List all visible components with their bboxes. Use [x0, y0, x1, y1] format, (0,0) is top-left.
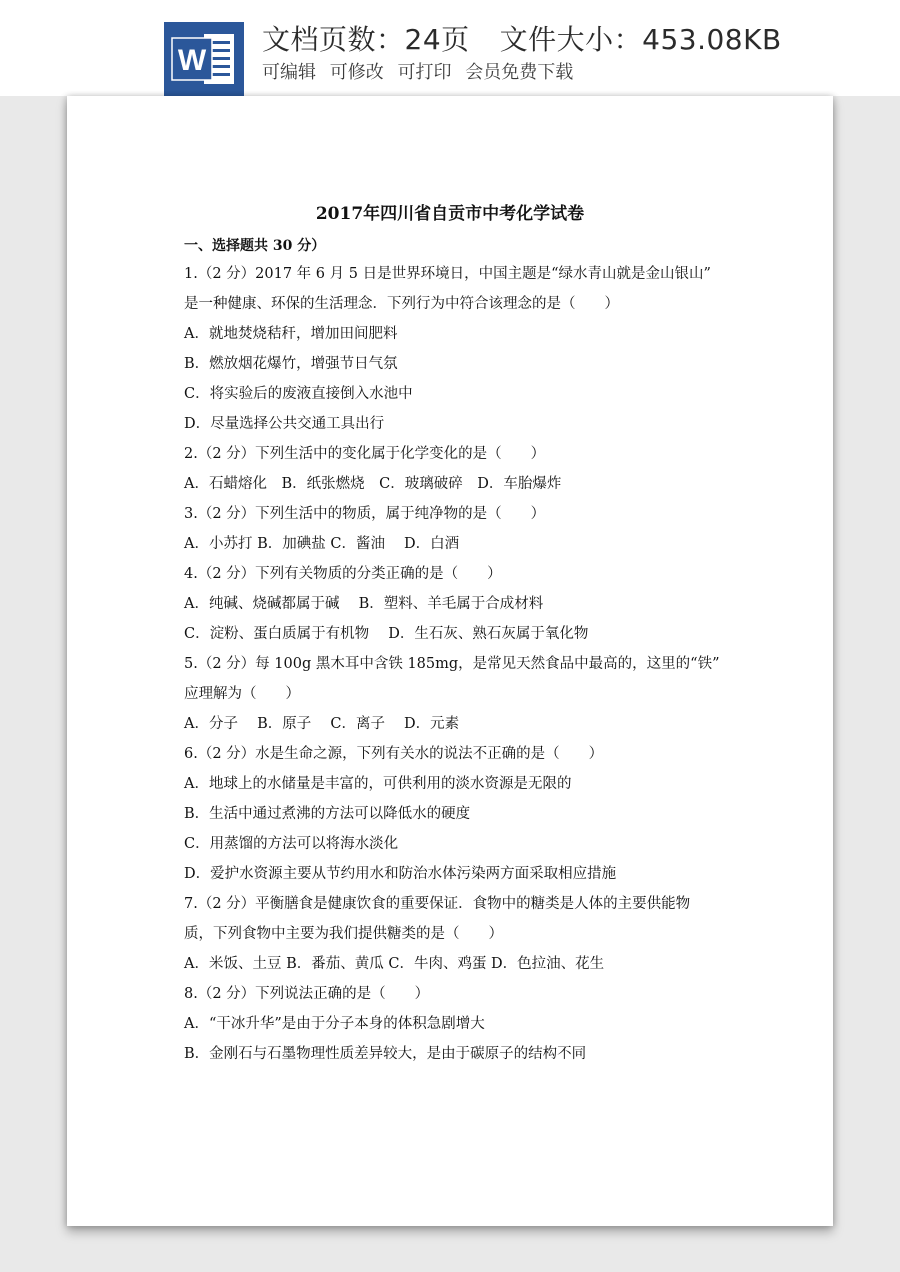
question-line: A．米饭、土豆 B．番茄、黄瓜 C．牛肉、鸡蛋 D．色拉油、花生	[184, 956, 605, 972]
question-line: C．将实验后的废液直接倒入水池中	[184, 386, 413, 402]
svg-text:W: W	[177, 44, 207, 77]
question-line: A．地球上的水储量是丰富的，可供利用的淡水资源是无限的	[184, 776, 572, 792]
question-line: C．用蒸馏的方法可以将海水淡化	[184, 836, 399, 852]
document-title: 2017年四川省自贡市中考化学试卷	[315, 204, 585, 224]
question-line: B．燃放烟花爆竹，增强节日气氛	[184, 356, 398, 372]
question-line: D．爱护水资源主要从节约用水和防治水体污染两方面采取相应措施	[184, 866, 617, 882]
question-line: 应理解为（ ）	[184, 686, 300, 702]
question-line: 7.（2 分）平衡膳食是健康饮食的重要保证．食物中的糖类是人体的主要供能物	[184, 896, 691, 912]
question-line: 1.（2 分）2017 年 6 月 5 日是世界环境日，中国主题是“绿水青山就是金山银山”	[184, 266, 711, 282]
feature-printable: 可打印	[397, 62, 452, 83]
question-line: 4.（2 分）下列有关物质的分类正确的是（ ）	[184, 566, 502, 582]
question-line: 3.（2 分）下列生活中的物质，属于纯净物的是（ ）	[184, 506, 546, 522]
feature-editable: 可编辑	[262, 62, 316, 83]
question-line: A．纯碱、烧碱都属于碱 B．塑料、羊毛属于合成材料	[184, 596, 544, 612]
word-doc-icon	[164, 22, 244, 96]
question-line: 2.（2 分）下列生活中的变化属于化学变化的是（ ）	[184, 446, 546, 462]
feature-member-download: 会员免费下载	[465, 62, 574, 83]
question-line: A．“干冰升华”是由于分子本身的体积急剧增大	[184, 1016, 485, 1032]
question-line: A．石蜡熔化 B．纸张燃烧 C．玻璃破碎 D．车胎爆炸	[184, 476, 562, 492]
document-page	[67, 96, 833, 1226]
header-banner	[0, 0, 900, 96]
question-line: A．就地焚烧秸秆，增加田间肥料	[184, 326, 398, 342]
question-line: A．分子 B．原子 C．离子 D．元素	[184, 716, 460, 732]
question-line: 质，下列食物中主要为我们提供糖类的是（ ）	[184, 926, 503, 942]
section-heading: 一、选择题共 30 分）	[184, 238, 326, 254]
page-count-label: 文档页数：24页	[262, 23, 470, 56]
question-line: D．尽量选择公共交通工具出行	[184, 416, 385, 432]
question-line: B．生活中通过煮沸的方法可以降低水的硬度	[184, 806, 471, 822]
file-size-label: 文件大小：453.08KB	[499, 23, 782, 56]
question-line: 是一种健康、环保的生活理念．下列行为中符合该理念的是（ ）	[184, 296, 619, 312]
feature-list	[262, 58, 581, 84]
question-line: C．淀粉、蛋白质属于有机物 D．生石灰、熟石灰属于氧化物	[184, 626, 589, 642]
question-line: 8.（2 分）下列说法正确的是（ ）	[184, 986, 430, 1002]
question-line: 6.（2 分）水是生命之源，下列有关水的说法不正确的是（ ）	[184, 746, 604, 762]
feature-modifiable: 可修改	[329, 62, 384, 83]
question-line: A．小苏打 B．加碘盐 C．酱油 D．白酒	[184, 536, 460, 552]
question-line: B．金刚石与石墨物理性质差异较大，是由于碳原子的结构不同	[184, 1046, 587, 1062]
file-meta-line	[262, 18, 782, 58]
document-body	[67, 96, 833, 1226]
question-line: 5.（2 分）每 100g 黑木耳中含铁 185mg，是常见天然食品中最高的，这里的“铁”	[184, 656, 720, 672]
